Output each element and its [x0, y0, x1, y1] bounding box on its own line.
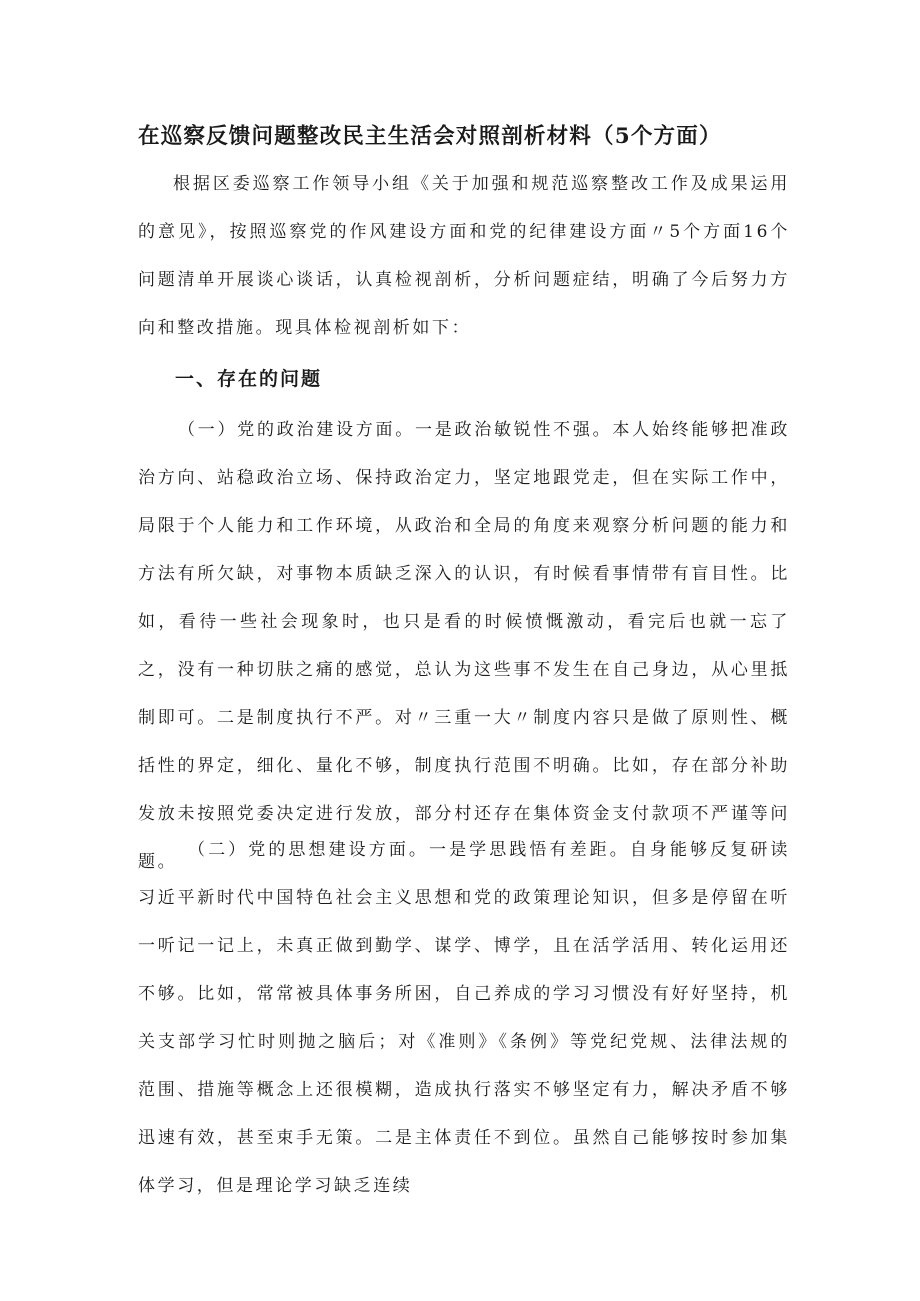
body-paragraph: （二）党的思想建设方面。一是学思践悟有差距。自身能够反复研读习近平新时代中国特色社会主义思想和党的政策理论知识，但多是停留在听一听记一记上，未真正做到勤学、谋学、博学，且在活学活用、转化运用还不够。比如，常常被具体事务所困，自己养成的学习习惯没有好好坚持，机关支部学习忙时则抛之脑后；对《准则》《条例》等党纪党规、法律法规的范围、措施等概念上还很模糊，造成执行落实不够坚定有力，解决矛盾不够迅速有效，甚至束手无策。二是主体责任不到位。虽然自己能够按时参加集体学习，但是理论学习缺乏连续: [138, 840, 790, 1196]
section-heading: 一、存在的问题: [175, 368, 323, 390]
body-paragraph: （一）党的政治建设方面。一是政治敏锐性不强。本人始终能够把准政治方向、站稳政治立场、保持政治定力，坚定地跟党走，但在实际工作中，局限于个人能力和工作环境，从政治和全局的角度来观察分析问题的能力和方法有所欠缺，对事物本质缺乏深入的认识，有时候看事情带有盲目性。比如，看待一些社会现象时，也只是看的时候愤慨激动，看完后也就一忘了之，没有一种切肤之痛的感觉，总认为这些事不发生在自己身边，从心里抵制即可。二是制度执行不严。对〃三重一大〃制度内容只是做了原则性、概括性的界定，细化、量化不够，制度执行范围不明确。比如，存在部分补助发放未按照党委决定进行发放，部分村还存在集体资金支付款项不严谨等问题。: [138, 420, 790, 872]
intro-paragraph: 根据区委巡察工作领导小组《关于加强和规范巡察整改工作及成果运用的意见》，按照巡察党的作风建设方面和党的纪律建设方面〃5个方面16个问题清单开展谈心谈话，认真检视剖析，分析问题症结，明确了今后努力方向和整改措施。现具体检视剖析如下：: [138, 174, 790, 338]
document-title: 在巡察反馈问题整改民主生活会对照剖析材料（5个方面）: [138, 124, 722, 149]
